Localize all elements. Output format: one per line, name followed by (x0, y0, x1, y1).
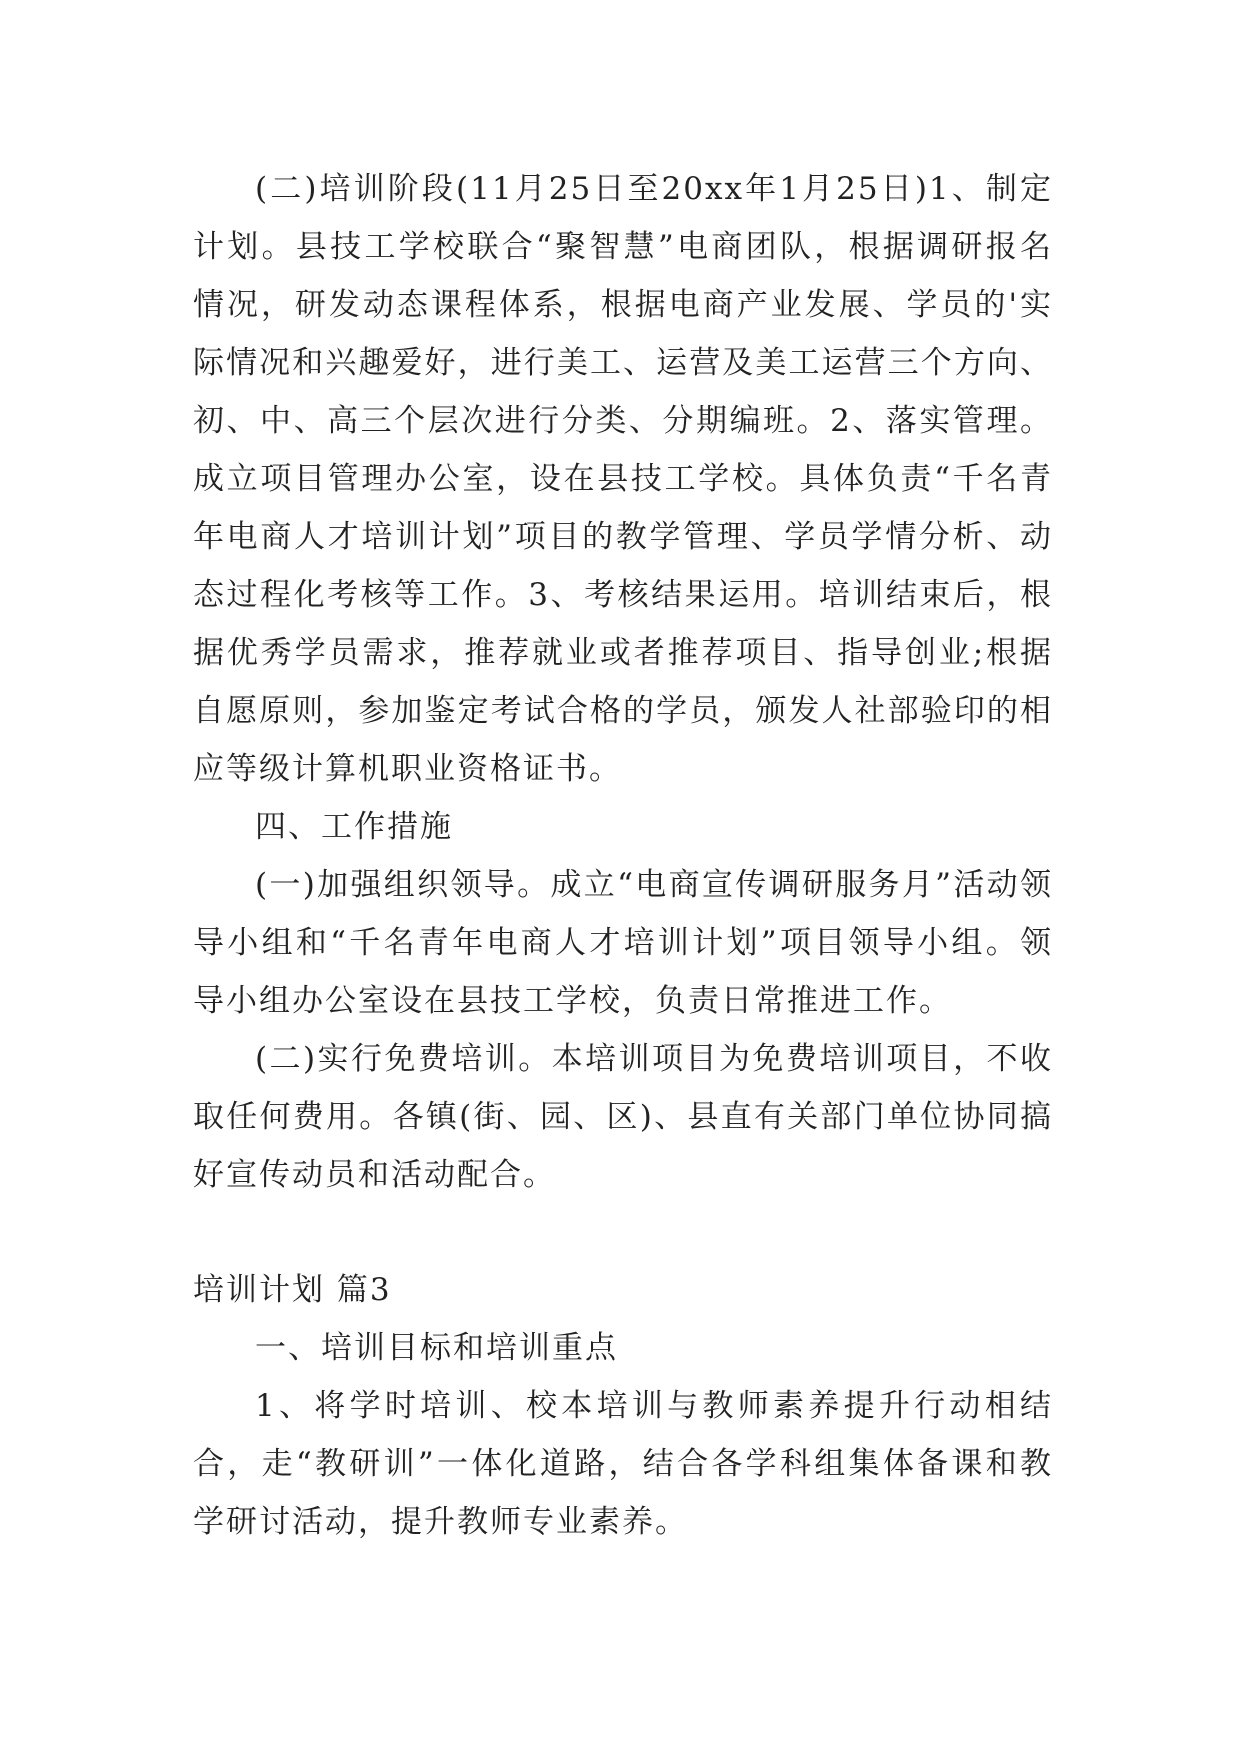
paragraph-training-stage: (二)培训阶段(11月25日至20xx年1月25日)1、制定计划。县技工学校联合“聚智慧”电商团队，根据调研报名情况，研发动态课程体系，根据电商产业发展、学员的'实际情况和兴趣爱好，进行美工、运营及美工运营三个方向、初、中、高三个层次进行分类、分期编班。2、落实管理。成立项目管理办公室，设在县技工学校。具体负责“千名青年电商人才培训计划”项目的教学管理、学员学情分析、动态过程化考核等工作。3、考核结果运用。培训结束后，根据优秀学员需求，推荐就业或者推荐项目、指导创业;根据自愿原则，参加鉴定考试合格的学员，颁发人社部验印的相应等级计算机职业资格证书。 (193, 171, 1053, 787)
document-body (193, 160, 1053, 1551)
section-title: 培训计划 篇3 (193, 1272, 392, 1308)
heading-training-goals: 一、培训目标和培训重点 (255, 1330, 618, 1366)
paragraph-organization-leadership: (一)加强组织领导。成立“电商宣传调研服务月”活动领导小组和“千名青年电商人才培训计划”项目领导小组。领导小组办公室设在县技工学校，负责日常推进工作。 (193, 867, 1053, 1019)
paragraph-goal-1: 1、将学时培训、校本培训与教师素养提升行动相结合，走“教研训”一体化道路，结合各学科组集体备课和教学研讨活动，提升教师专业素养。 (193, 1388, 1053, 1540)
heading-work-measures: 四、工作措施 (255, 809, 453, 845)
paragraph-free-training: (二)实行免费培训。本培训项目为免费培训项目，不收取任何费用。各镇(街、园、区)、县直有关部门单位协同搞好宣传动员和活动配合。 (193, 1041, 1053, 1193)
